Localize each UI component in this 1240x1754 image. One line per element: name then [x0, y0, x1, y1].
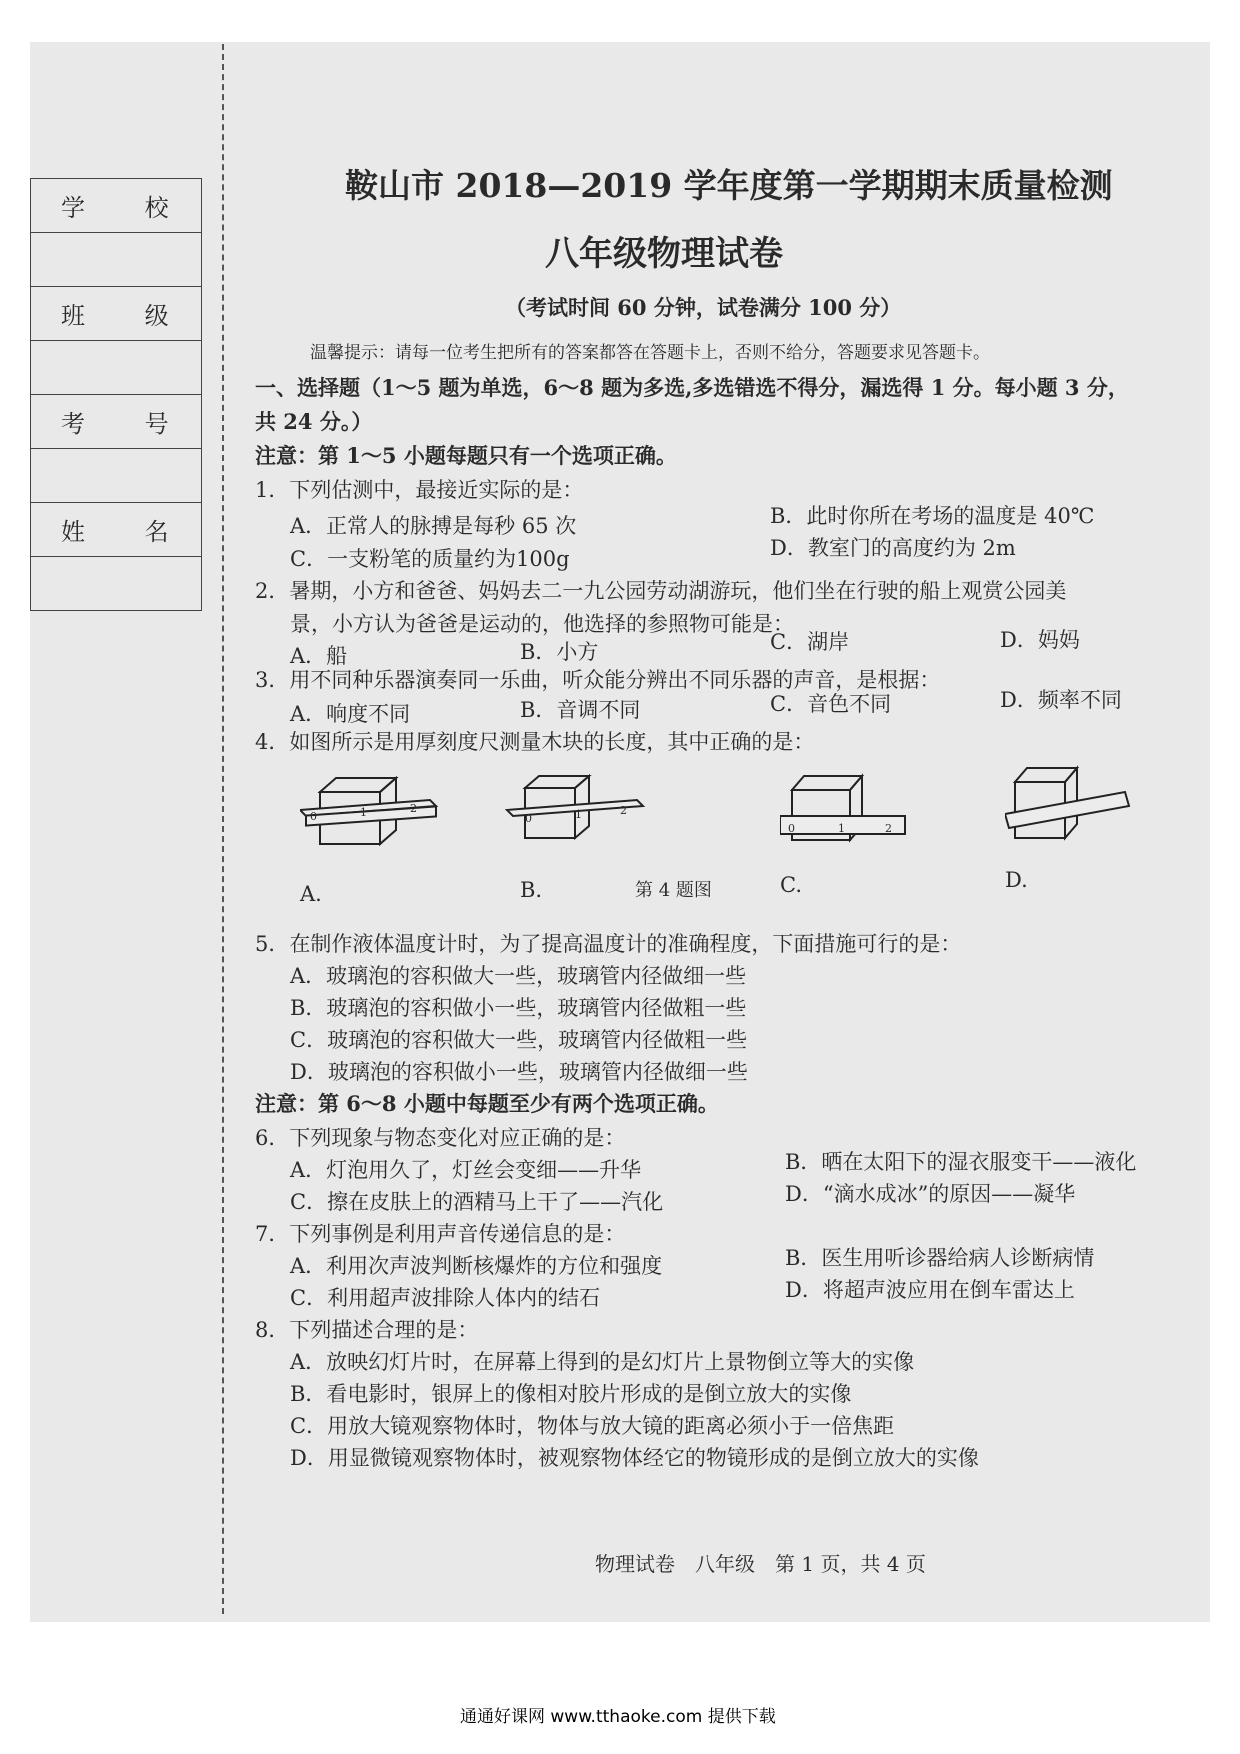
q4-figure-caption: 第 4 题图: [635, 880, 712, 901]
q2-stem-cont: 景，小方认为爸爸是运动的，他选择的参照物可能是：: [290, 612, 794, 636]
q4-figure-a: [300, 772, 440, 852]
q5-option-c: C．玻璃泡的容积做大一些，玻璃管内径做粗一些: [290, 1028, 748, 1052]
q2-option-b: B．小方: [520, 640, 599, 664]
page-footer: 物理试卷 八年级 第 1 页，共 4 页: [595, 1552, 926, 1576]
q5-option-a: A．玻璃泡的容积做大一些，玻璃管内径做细一些: [290, 964, 747, 988]
q4-figure-c-tick-0: 0: [788, 822, 795, 835]
q6-option-d: D．“滴水成冰”的原因——凝华: [785, 1182, 1076, 1206]
section1-heading: 一、选择题（1～5 题为单选，6～8 题为多选,多选错选不得分，漏选得 1 分。每小题 3 分，: [255, 375, 1129, 400]
exam-time: （考试时间 60 分钟，试卷满分 100 分）: [505, 295, 902, 320]
q4-figure-c-tick-2: 2: [885, 822, 892, 835]
q7-option-a: A．利用次声波判断核爆炸的方位和强度: [290, 1254, 663, 1278]
q6-option-c: C．擦在皮肤上的酒精马上干了——汽化: [290, 1190, 664, 1214]
q6-option-b: B．晒在太阳下的湿衣服变干——液化: [785, 1150, 1137, 1174]
q1-option-d: D．教室门的高度约为 2m: [770, 536, 1016, 560]
q5-option-b: B．玻璃泡的容积做小一些，玻璃管内径做粗一些: [290, 996, 747, 1020]
q2-option-c: C．湖岸: [770, 630, 850, 654]
info-number-label: 考 号: [31, 395, 202, 449]
q4-label-b: B.: [520, 878, 543, 902]
q3-option-c: C．音色不同: [770, 692, 892, 716]
warm-tip: 温馨提示：请每一位考生把所有的答案都答在答题卡上，否则不给分，答题要求见答题卡。: [310, 343, 990, 363]
exam-subtitle: 八年级物理试卷: [545, 234, 783, 274]
info-school-field[interactable]: [31, 233, 202, 287]
q4-label-a: A.: [300, 882, 322, 906]
student-info-table: [30, 178, 202, 611]
info-name-label: 姓 名: [31, 503, 202, 557]
q3-option-d: D．频率不同: [1000, 688, 1122, 712]
info-number-field[interactable]: [31, 449, 202, 503]
q8-option-a: A．放映幻灯片时，在屏幕上得到的是幻灯片上景物倒立等大的实像: [290, 1350, 915, 1374]
q1-stem: 1．下列估测中，最接近实际的是：: [255, 478, 584, 502]
download-watermark: 通通好课网 www.tthaoke.com 提供下载: [460, 1707, 776, 1727]
q6-stem: 6．下列现象与物态变化对应正确的是：: [255, 1126, 626, 1150]
q4-figure-a-tick-2: 2: [410, 802, 417, 815]
q4-figure-c: [780, 770, 910, 850]
q3-stem: 3．用不同种乐器演奏同一乐曲，听众能分辨出不同乐器的声音，是根据：: [255, 668, 941, 692]
q7-stem: 7．下列事例是利用声音传递信息的是：: [255, 1222, 626, 1246]
q1-option-a: A．正常人的脉搏是每秒 65 次: [290, 514, 577, 538]
info-class-label: 班 级: [31, 287, 202, 341]
q4-figure-a-tick-0: 0: [310, 810, 317, 823]
note-multi-choice: 注意：第 6～8 小题中每题至少有两个选项正确。: [255, 1091, 719, 1116]
section1-heading-cont: 共 24 分。）: [255, 409, 373, 434]
q8-option-c: C．用放大镜观察物体时，物体与放大镜的距离必须小于一倍焦距: [290, 1414, 895, 1438]
q6-option-a: A．灯泡用久了，灯丝会变细——升华: [290, 1158, 642, 1182]
q2-option-d: D．妈妈: [1000, 628, 1080, 652]
note-single-choice: 注意：第 1～5 小题每题只有一个选项正确。: [255, 443, 677, 468]
q5-option-d: D．玻璃泡的容积做小一些，玻璃管内径做细一些: [290, 1060, 748, 1084]
q8-option-d: D．用显微镜观察物体时，被观察物体经它的物镜形成的是倒立放大的实像: [290, 1446, 979, 1470]
q5-stem: 5．在制作液体温度计时，为了提高温度计的准确程度，下面措施可行的是：: [255, 932, 962, 956]
q4-figure-b-tick-2: 2: [620, 804, 627, 817]
q7-option-c: C．利用超声波排除人体内的结石: [290, 1286, 601, 1310]
q4-figure-b-tick-0: 0: [525, 812, 532, 825]
q1-option-b: B．此时你所在考场的温度是 40℃: [770, 504, 1095, 528]
q4-figure-c-tick-1: 1: [838, 822, 845, 835]
q4-label-c: C.: [780, 873, 802, 897]
q7-option-b: B．医生用听诊器给病人诊断病情: [785, 1246, 1095, 1270]
q4-figure-b-tick-1: 1: [575, 808, 582, 821]
q3-option-a: A．响度不同: [290, 702, 411, 726]
binding-line: [222, 44, 224, 1614]
q1-option-c: C．一支粉笔的质量约为100g: [290, 547, 570, 571]
q4-figure-a-tick-1: 1: [360, 806, 367, 819]
q8-stem: 8．下列描述合理的是：: [255, 1318, 479, 1342]
q2-stem: 2．暑期，小方和爸爸、妈妈去二一九公园劳动湖游玩，他们坐在行驶的船上观赏公园美: [255, 579, 1067, 603]
info-class-field[interactable]: [31, 341, 202, 395]
q7-option-d: D．将超声波应用在倒车雷达上: [785, 1278, 1075, 1302]
exam-title: 鞍山市 2018—2019 学年度第一学期期末质量检测: [345, 166, 1113, 205]
q4-figure-d: [1005, 762, 1135, 852]
info-school-label: 学 校: [31, 179, 202, 233]
info-name-field[interactable]: [31, 557, 202, 611]
q3-option-b: B．音调不同: [520, 698, 641, 722]
q4-stem: 4．如图所示是用厚刻度尺测量木块的长度，其中正确的是：: [255, 730, 815, 754]
q4-label-d: D.: [1005, 868, 1028, 892]
q8-option-b: B．看电影时，银屏上的像相对胶片形成的是倒立放大的实像: [290, 1382, 852, 1406]
q2-option-a: A．船: [290, 644, 348, 668]
